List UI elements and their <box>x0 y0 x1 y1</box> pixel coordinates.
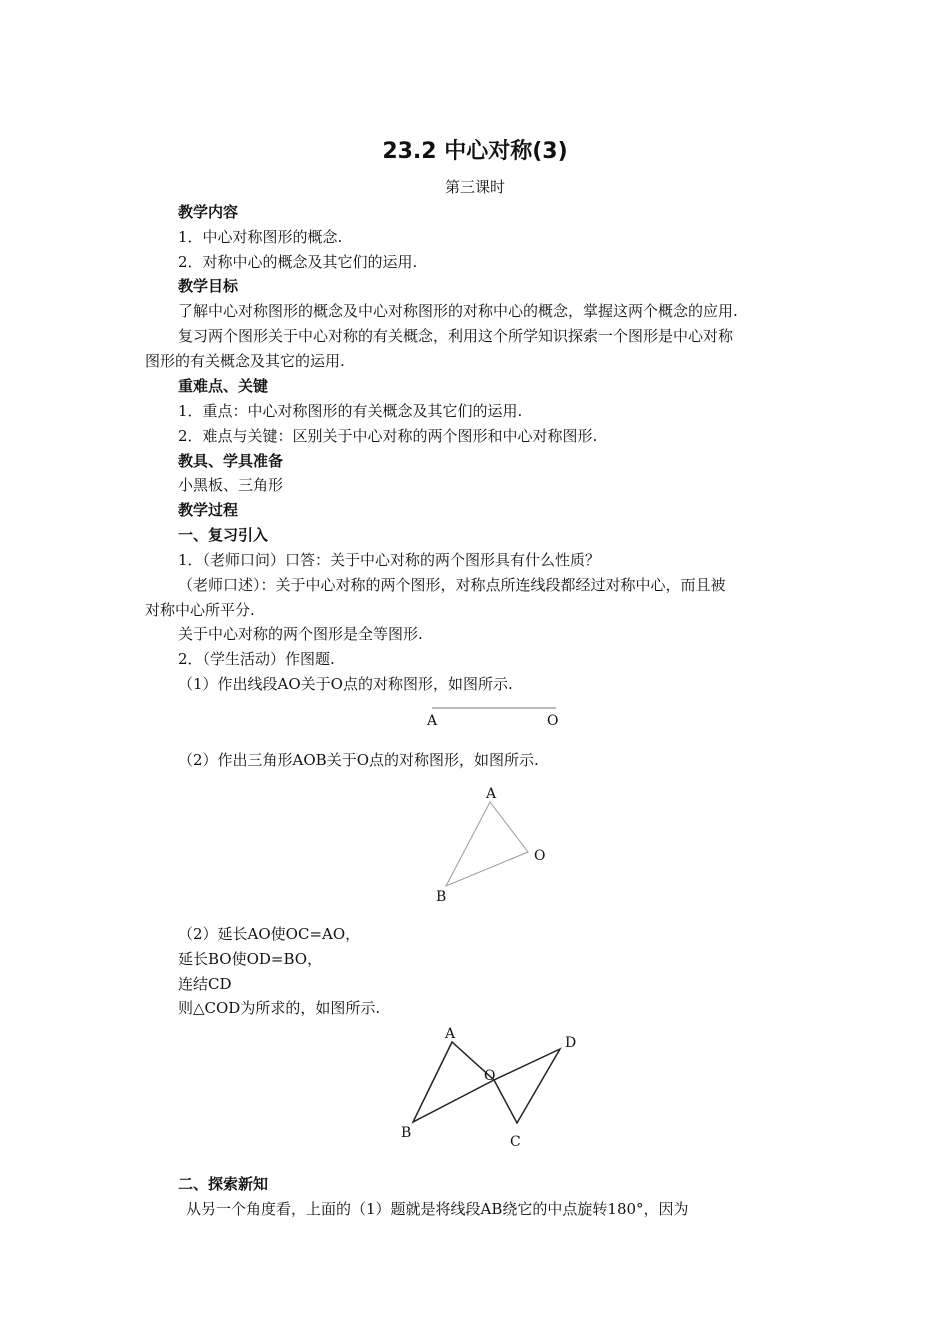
figure-triangle-aob <box>420 780 560 910</box>
fig1-label-o: O <box>547 713 559 729</box>
figure-central-symmetry <box>395 1020 595 1155</box>
heading-process: 教学过程 <box>178 501 239 519</box>
content-item-1: 1．中心对称图形的概念. <box>178 228 343 246</box>
fig3-label-b: B <box>401 1125 412 1141</box>
fig1-label-a: A <box>427 713 438 729</box>
key-point-2: 2．难点与关键：区别关于中心对称的两个图形和中心对称图形. <box>178 427 598 445</box>
key-point-1: 1．重点：中心对称图形的有关概念及其它们的运用. <box>178 402 523 420</box>
page-title: 23.2 中心对称(3) <box>382 139 568 164</box>
review-item-3: 关于中心对称的两个图形是全等图形. <box>178 625 423 643</box>
page-subtitle: 第三课时 <box>444 178 505 196</box>
fig3-label-c: C <box>510 1134 521 1150</box>
review-item-4: 2．（学生活动）作图题. <box>178 650 335 668</box>
review-item-2-line-1: （老师口述）：关于中心对称的两个图形，对称点所连线段都经过对称中心，而且被 <box>178 576 726 594</box>
goal-paragraph-2-line-1: 复习两个图形关于中心对称的有关概念，利用这个所学知识探索一个图形是中心对称 <box>178 327 734 345</box>
fig3-label-d: D <box>565 1035 577 1051</box>
fig2-label-b: B <box>436 889 447 905</box>
explore-paragraph-1: 从另一个角度看，上面的（1）题就是将线段AB绕它的中点旋转180°，因为 <box>186 1200 689 1218</box>
heading-goal: 教学目标 <box>178 277 239 295</box>
review-item-1: 1．（老师口问）口答：关于中心对称的两个图形具有什么性质？ <box>178 551 601 569</box>
tools-text: 小黑板、三角形 <box>178 476 284 494</box>
step-3: 连结CD <box>178 975 232 993</box>
triangle-aob <box>446 802 528 886</box>
fig3-label-a: A <box>445 1026 456 1042</box>
goal-paragraph-1: 了解中心对称图形的概念及中心对称图形的对称中心的概念，掌握这两个概念的应用. <box>178 302 738 320</box>
triangle-cod-fig3 <box>494 1049 560 1123</box>
heading-key-points: 重难点、关键 <box>178 377 269 395</box>
heading-explore: 二、探索新知 <box>178 1175 269 1193</box>
triangle-aob-fig3 <box>413 1042 494 1122</box>
fig2-label-o: O <box>534 848 546 864</box>
task-2: （2）作出三角形AOB关于O点的对称图形，如图所示. <box>178 751 539 769</box>
step-1: （2）延长AO使OC=AO， <box>178 925 361 943</box>
step-2: 延长BO使OD=BO， <box>178 950 323 968</box>
task-1: （1）作出线段AO关于O点的对称图形，如图所示. <box>178 675 513 693</box>
heading-review: 一、复习引入 <box>178 526 269 544</box>
heading-tools: 教具、学具准备 <box>178 452 284 470</box>
heading-content: 教学内容 <box>178 203 239 221</box>
fig2-label-a: A <box>486 786 497 802</box>
figure-segment-ao <box>420 700 570 734</box>
content-item-2: 2．对称中心的概念及其它们的运用. <box>178 253 418 271</box>
fig3-label-o: O <box>484 1068 496 1084</box>
step-4: 则△COD为所求的，如图所示. <box>178 999 381 1017</box>
review-item-2-line-2: 对称中心所平分. <box>145 601 255 619</box>
goal-paragraph-2-line-2: 图形的有关概念及其它的运用. <box>145 352 345 370</box>
